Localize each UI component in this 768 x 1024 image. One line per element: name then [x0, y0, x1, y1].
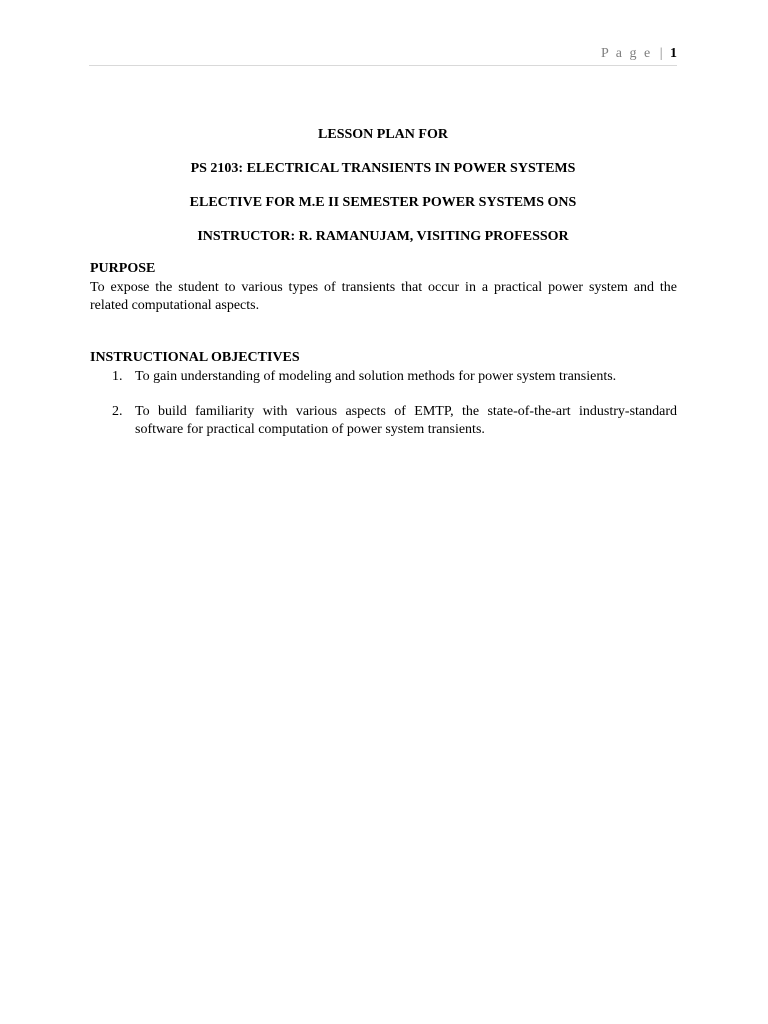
list-item-text: To gain understanding of modeling and solution methods for power system transients. [135, 369, 617, 384]
list-item [90, 403, 677, 439]
course-title: PS 2103: ELECTRICAL TRANSIENTS IN POWER SYSTEMS [190, 161, 576, 176]
list-item-text: To build familiarity with various aspects of EMTP, the state-of-the-art industry-standard software for practical computation of power system transients. [135, 404, 677, 437]
list-item [90, 368, 677, 386]
list-item-number: 2. [112, 404, 123, 419]
purpose-heading: PURPOSE [90, 261, 156, 276]
list-item-number: 1. [112, 369, 123, 384]
course-elective-line: ELECTIVE FOR M.E II SEMESTER POWER SYSTEMS ONS [189, 195, 577, 210]
page-number-indicator [601, 46, 677, 62]
objectives-heading: INSTRUCTIONAL OBJECTIVES [90, 350, 300, 365]
header-rule [89, 65, 677, 66]
document-title: LESSON PLAN FOR [318, 127, 448, 142]
instructor-line: INSTRUCTOR: R. RAMANUJAM, VISITING PROFESSOR [197, 229, 569, 244]
page-separator: | [659, 46, 663, 61]
purpose-paragraph: To expose the student to various types of transients that occur in a practical power system and the related computational aspects. [90, 280, 677, 313]
page-number: 1 [670, 46, 677, 61]
page-label: P a g e [600, 46, 653, 61]
page-header [89, 44, 677, 66]
objectives-list [90, 368, 677, 456]
